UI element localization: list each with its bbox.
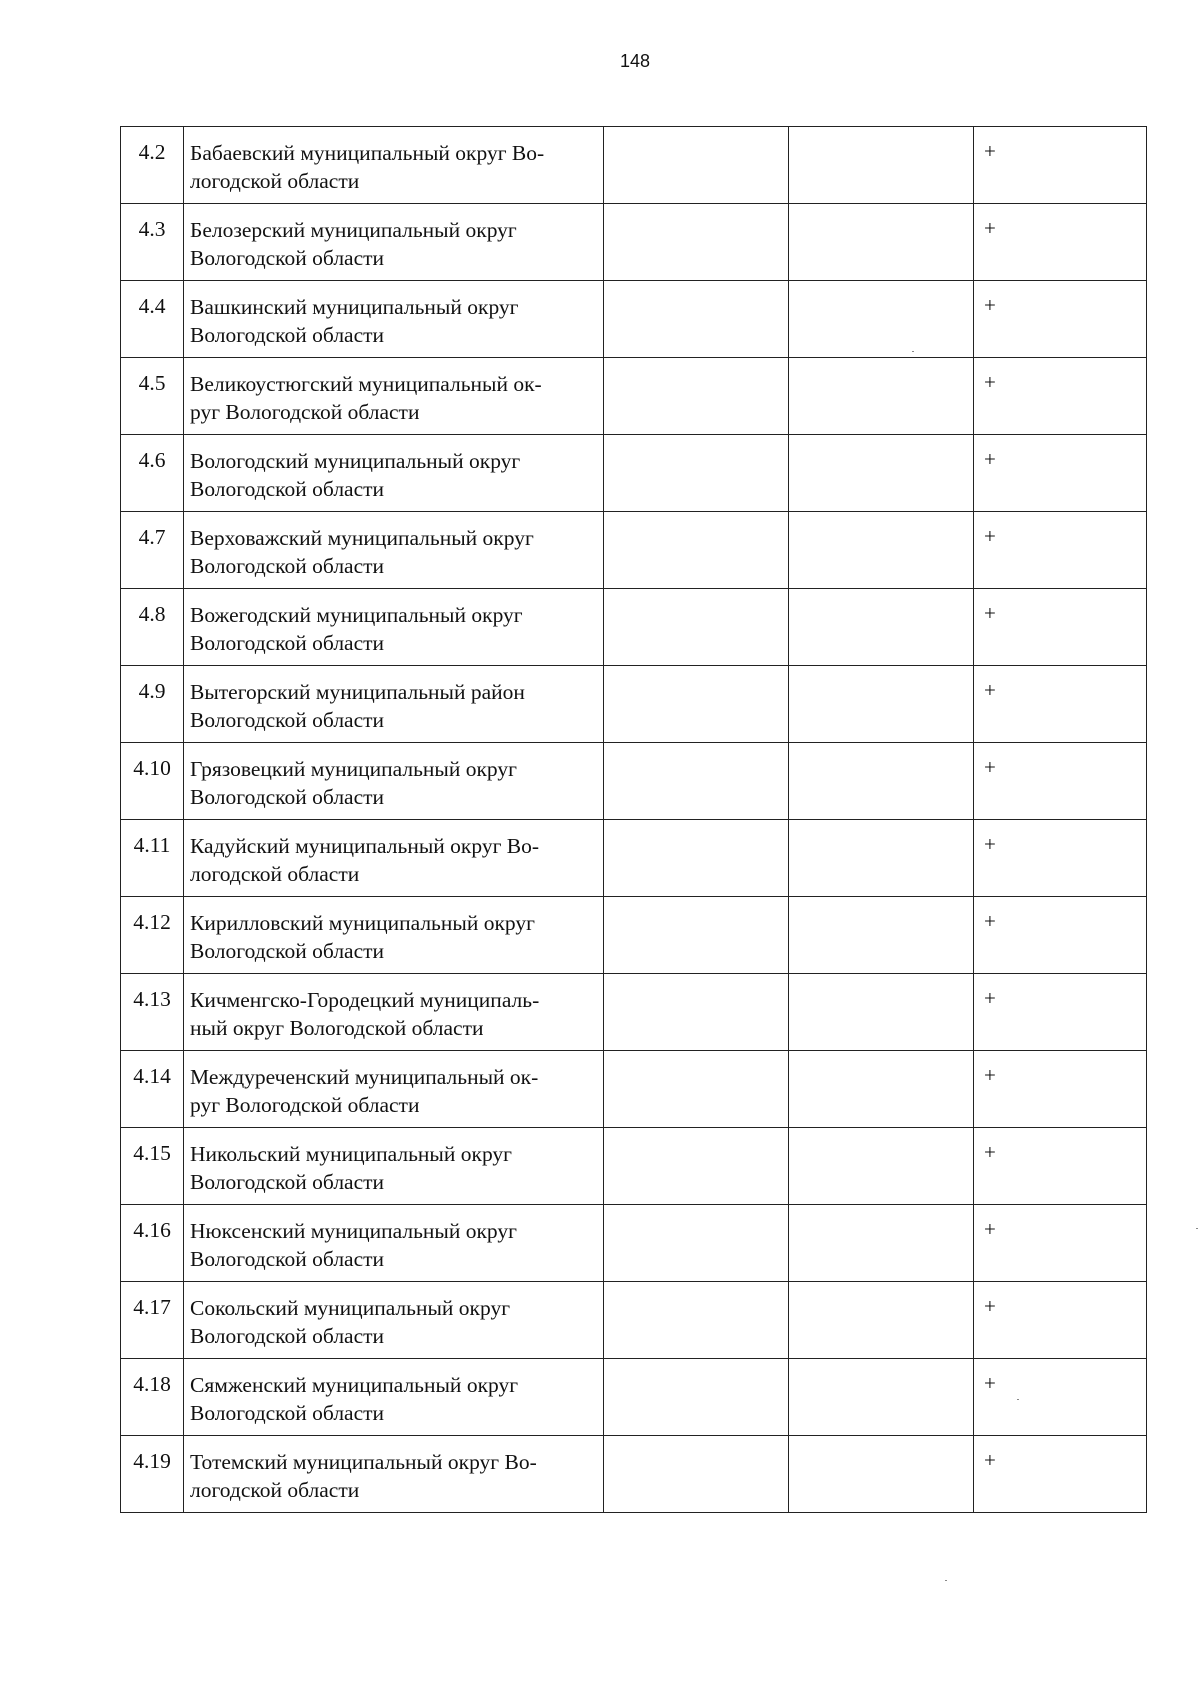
table-body <box>121 127 1147 1513</box>
plus-mark-cell: + <box>974 358 1147 435</box>
row-number-cell: 4.8 <box>121 589 184 666</box>
table-row <box>121 897 1147 974</box>
empty-cell <box>604 1359 789 1436</box>
scan-speck <box>912 351 914 352</box>
empty-cell <box>604 974 789 1051</box>
empty-cell <box>604 897 789 974</box>
municipality-name-cell: Великоустюгский муниципальный ок- руг Вологодской области <box>184 358 604 435</box>
row-number-cell: 4.9 <box>121 666 184 743</box>
municipality-name-cell: Вожегодский муниципальный округ Вологодской области <box>184 589 604 666</box>
empty-cell <box>604 204 789 281</box>
empty-cell <box>789 897 974 974</box>
table-row <box>121 820 1147 897</box>
empty-cell <box>604 358 789 435</box>
table-row <box>121 743 1147 820</box>
table-row <box>121 204 1147 281</box>
row-number-cell: 4.2 <box>121 127 184 204</box>
table-row <box>121 358 1147 435</box>
plus-mark-cell: + <box>974 127 1147 204</box>
row-number-cell: 4.18 <box>121 1359 184 1436</box>
plus-mark-cell: + <box>974 512 1147 589</box>
empty-cell <box>604 589 789 666</box>
municipalities-table <box>120 126 1147 1513</box>
empty-cell <box>604 435 789 512</box>
municipality-name-cell: Верховажский муниципальный округ Вологодской области <box>184 512 604 589</box>
row-number-cell: 4.12 <box>121 897 184 974</box>
plus-mark-cell: + <box>974 666 1147 743</box>
empty-cell <box>604 1051 789 1128</box>
empty-cell <box>789 666 974 743</box>
empty-cell <box>789 512 974 589</box>
row-number-cell: 4.14 <box>121 1051 184 1128</box>
plus-mark-cell: + <box>974 820 1147 897</box>
empty-cell <box>789 204 974 281</box>
row-number-cell: 4.10 <box>121 743 184 820</box>
table-row <box>121 1282 1147 1359</box>
empty-cell <box>789 1436 974 1513</box>
municipality-name-cell: Кадуйский муниципальный округ Во- логодской области <box>184 820 604 897</box>
empty-cell <box>604 1436 789 1513</box>
scan-speck <box>945 1580 947 1581</box>
empty-cell <box>604 1128 789 1205</box>
row-number-cell: 4.3 <box>121 204 184 281</box>
municipality-name-cell: Междуреченский муниципальный ок- руг Вологодской области <box>184 1051 604 1128</box>
row-number-cell: 4.4 <box>121 281 184 358</box>
municipality-name-cell: Сямженский муниципальный округ Вологодской области <box>184 1359 604 1436</box>
plus-mark-cell: + <box>974 897 1147 974</box>
municipality-name-cell: Вологодский муниципальный округ Вологодской области <box>184 435 604 512</box>
scan-speck <box>1196 1228 1198 1229</box>
municipality-name-cell: Вашкинский муниципальный округ Вологодской области <box>184 281 604 358</box>
plus-mark-cell: + <box>974 589 1147 666</box>
empty-cell <box>789 1051 974 1128</box>
plus-mark-cell: + <box>974 1051 1147 1128</box>
row-number-cell: 4.15 <box>121 1128 184 1205</box>
row-number-cell: 4.11 <box>121 820 184 897</box>
empty-cell <box>789 1205 974 1282</box>
empty-cell <box>789 974 974 1051</box>
municipality-name-cell: Тотемский муниципальный округ Во- логодской области <box>184 1436 604 1513</box>
row-number-cell: 4.16 <box>121 1205 184 1282</box>
row-number-cell: 4.17 <box>121 1282 184 1359</box>
table-row <box>121 1051 1147 1128</box>
plus-mark-cell: + <box>974 281 1147 358</box>
empty-cell <box>604 512 789 589</box>
row-number-cell: 4.13 <box>121 974 184 1051</box>
empty-cell <box>789 435 974 512</box>
plus-mark-cell: + <box>974 743 1147 820</box>
table-row <box>121 1359 1147 1436</box>
municipality-name-cell: Белозерский муниципальный округ Вологодской области <box>184 204 604 281</box>
scan-speck <box>1017 1399 1019 1400</box>
plus-mark-cell: + <box>974 1205 1147 1282</box>
municipality-name-cell: Сокольский муниципальный округ Вологодской области <box>184 1282 604 1359</box>
table-row <box>121 1205 1147 1282</box>
plus-mark-cell: + <box>974 204 1147 281</box>
empty-cell <box>604 1282 789 1359</box>
empty-cell <box>789 743 974 820</box>
empty-cell <box>789 589 974 666</box>
plus-mark-cell: + <box>974 1436 1147 1513</box>
empty-cell <box>789 358 974 435</box>
row-number-cell: 4.5 <box>121 358 184 435</box>
table-row <box>121 127 1147 204</box>
municipality-name-cell: Кичменгско-Городецкий муниципаль- ный округ Вологодской области <box>184 974 604 1051</box>
empty-cell <box>604 127 789 204</box>
empty-cell <box>604 666 789 743</box>
empty-cell <box>789 1359 974 1436</box>
empty-cell <box>604 743 789 820</box>
table-row <box>121 1128 1147 1205</box>
empty-cell <box>604 281 789 358</box>
empty-cell <box>789 820 974 897</box>
table-row <box>121 512 1147 589</box>
row-number-cell: 4.19 <box>121 1436 184 1513</box>
plus-mark-cell: + <box>974 435 1147 512</box>
plus-mark-cell: + <box>974 1282 1147 1359</box>
municipality-name-cell: Кирилловский муниципальный округ Вологодской области <box>184 897 604 974</box>
municipality-name-cell: Грязовецкий муниципальный округ Вологодской области <box>184 743 604 820</box>
row-number-cell: 4.7 <box>121 512 184 589</box>
table-row <box>121 281 1147 358</box>
table-row <box>121 666 1147 743</box>
plus-mark-cell: + <box>974 1128 1147 1205</box>
municipality-name-cell: Вытегорский муниципальный район Вологодской области <box>184 666 604 743</box>
table-row <box>121 435 1147 512</box>
empty-cell <box>789 281 974 358</box>
row-number-cell: 4.6 <box>121 435 184 512</box>
table-row <box>121 589 1147 666</box>
table-row <box>121 1436 1147 1513</box>
page-number: 148 <box>619 51 651 71</box>
empty-cell <box>789 1128 974 1205</box>
plus-mark-cell: + <box>974 974 1147 1051</box>
empty-cell <box>789 1282 974 1359</box>
table-row <box>121 974 1147 1051</box>
municipality-name-cell: Никольский муниципальный округ Вологодской области <box>184 1128 604 1205</box>
empty-cell <box>604 1205 789 1282</box>
municipality-name-cell: Бабаевский муниципальный округ Во- логодской области <box>184 127 604 204</box>
plus-mark-cell: + <box>974 1359 1147 1436</box>
empty-cell <box>604 820 789 897</box>
municipality-name-cell: Нюксенский муниципальный округ Вологодской области <box>184 1205 604 1282</box>
empty-cell <box>789 127 974 204</box>
